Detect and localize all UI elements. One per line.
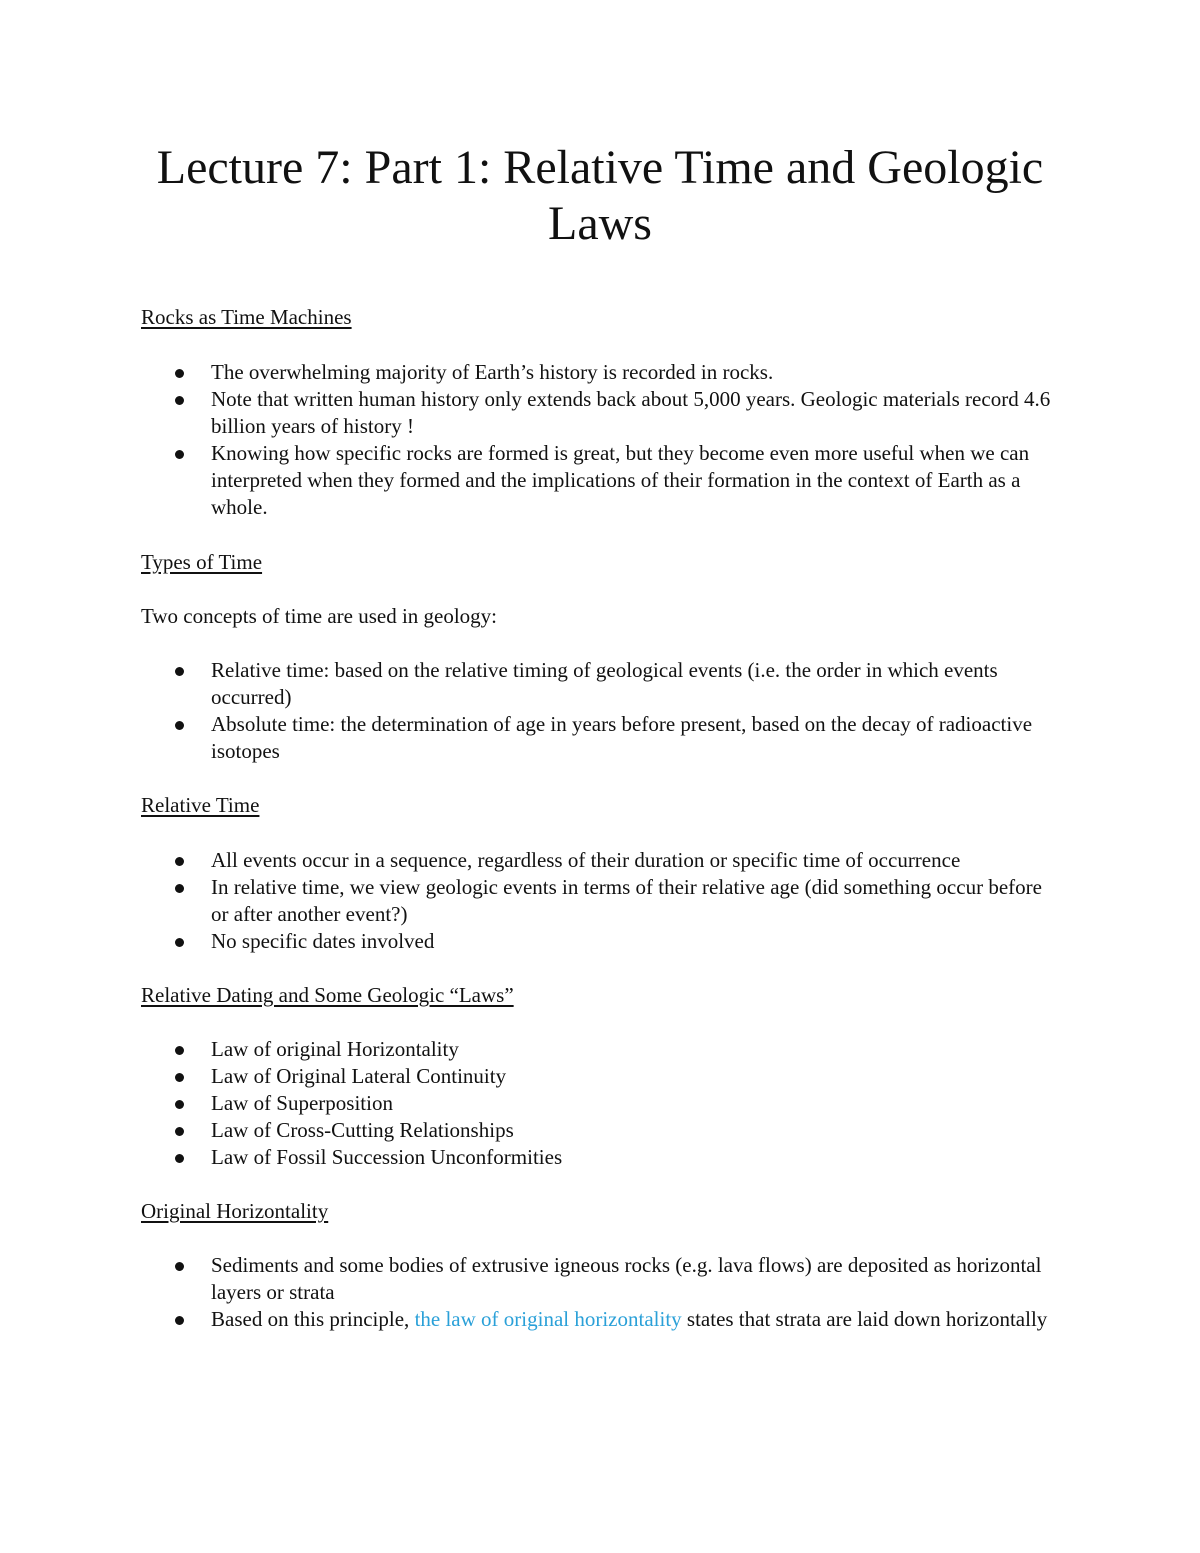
bullet-icon [175,1262,184,1271]
bullet-icon [175,1316,184,1325]
bullet-icon [175,369,184,378]
list-item: Based on this principle, the law of original horizontality states that strata are laid down horizontally [0,1306,1061,1333]
list-item: Knowing how specific rocks are formed is great, but they become even more useful when we can interpreted when they formed and the implications of their formation in the context of Earth as a whole. [0,440,1061,521]
list-item: Relative time: based on the relative timing of geological events (i.e. the order in which events occurred) [0,657,1061,711]
list-item: Law of Superposition [0,1090,1061,1117]
heading-types-of-time: Types of Time [141,550,263,574]
list-item: All events occur in a sequence, regardless of their duration or specific time of occurrence [0,847,1061,874]
list-item: Law of Fossil Succession Unconformities [0,1144,1061,1171]
types-intro: Two concepts of time are used in geology: [141,604,498,628]
bullet-icon [175,1073,184,1082]
list-item: The overwhelming majority of Earth’s history is recorded in rocks. [0,359,1061,386]
list-item: Law of Cross-Cutting Relationships [0,1117,1061,1144]
bullet-icon [175,857,184,866]
heading-relative-dating-laws: Relative Dating and Some Geologic “Laws” [141,983,514,1007]
page-title: Lecture 7: Part 1: Relative Time and Geologic Laws [156,141,1044,250]
list-types [0,657,1061,765]
bullet-icon [175,1100,184,1109]
law-of-original-horizontality-link[interactable]: the law of original horizontality [414,1307,682,1331]
list-horizontality [0,1252,1061,1333]
bullet-icon [175,396,184,405]
list-laws [0,1036,1061,1171]
heading-rocks-as-time-machines: Rocks as Time Machines [141,305,352,329]
list-rocks [0,359,1061,521]
list-item: In relative time, we view geologic events in terms of their relative age (did something occur before or after another event?) [0,874,1061,928]
list-item: Absolute time: the determination of age in years before present, based on the decay of radioactive isotopes [0,711,1061,765]
bullet-icon [175,884,184,893]
bullet-icon [175,1046,184,1055]
list-item: No specific dates involved [0,928,1061,955]
bullet-icon [175,450,184,459]
bullet-icon [175,1127,184,1136]
heading-original-horizontality: Original Horizontality [141,1199,329,1223]
list-item: Note that written human history only extends back about 5,000 years. Geologic materials record 4.6 billion years of history ! [0,386,1061,440]
list-relative [0,847,1061,955]
bullet-icon [175,667,184,676]
bullet-icon [175,1154,184,1163]
bullet-icon [175,721,184,730]
list-item: Law of original Horizontality [0,1036,1061,1063]
list-item: Law of Original Lateral Continuity [0,1063,1061,1090]
list-item: Sediments and some bodies of extrusive igneous rocks (e.g. lava flows) are deposited as horizontal layers or strata [0,1252,1061,1306]
heading-relative-time: Relative Time [141,793,260,817]
bullet-icon [175,938,184,947]
